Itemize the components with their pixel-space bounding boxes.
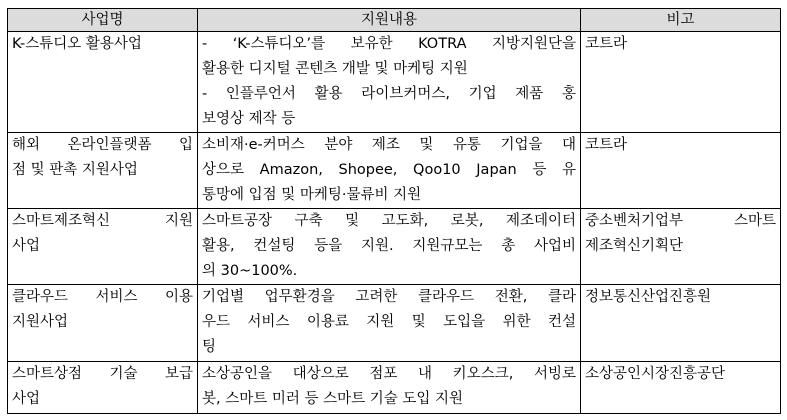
program-name-cell — [8, 209, 198, 285]
content-line: - 인플루언서 활용 라이브커머스, 기업 제품 홍 — [202, 86, 576, 102]
program-name-line: 해외 온라인플랫폼 입 — [12, 137, 193, 153]
program-name-line: 클라우드 서비스 이용 — [12, 289, 193, 305]
program-name-line: 지원사업 — [12, 314, 69, 330]
content-line: 기업별 업무환경을 고려한 클라우드 전환, 클라 — [202, 289, 576, 305]
content-line: 팅 — [202, 339, 217, 355]
content-line: 통망에 입점 및 마케팅·물류비 지원 — [202, 187, 422, 203]
content-line: 보영상 제작 등 — [202, 111, 296, 127]
program-name-cell — [8, 133, 198, 209]
remarks-cell — [581, 32, 781, 133]
remarks-text: 코트라 — [585, 36, 628, 52]
program-name-cell — [8, 362, 198, 414]
support-content-cell — [198, 133, 581, 209]
support-content-cell — [198, 362, 581, 414]
remarks-cell — [581, 362, 781, 414]
program-name: K-스튜디오 활용사업 — [12, 36, 142, 52]
program-name-line: 사업 — [12, 238, 41, 254]
content-line: 활용, 컨설팅 등을 지원. 지원규모는 총 사업비 — [202, 238, 576, 254]
remarks-line: 중소벤처기업부 스마트 — [585, 213, 776, 229]
remarks-line: 제조혁신기획단 — [585, 238, 684, 254]
program-name-cell — [8, 285, 198, 362]
content-line: 소비재·e-커머스 분야 제조 및 유통 기업을 대 — [202, 137, 576, 153]
remarks-text: 정보통신산업진흥원 — [585, 289, 712, 305]
header-support-content: 지원내용 — [198, 9, 581, 32]
content-line: 스마트공장 구축 및 고도화, 로봇, 제조데이터 — [202, 213, 576, 229]
support-content-cell — [198, 32, 581, 133]
program-name-line: 점 및 판촉 지원사업 — [12, 162, 138, 178]
content-line: - ‘K-스튜디오’를 보유한 KOTRA 지방지원단을 — [202, 36, 576, 52]
content-line: 우드 서비스 이용료 지원 및 도입을 위한 컨설 — [202, 314, 576, 330]
support-programs-table — [7, 8, 781, 414]
support-content-cell — [198, 285, 581, 362]
program-name-line: 스마트제조혁신 지원 — [12, 213, 193, 229]
program-name-cell — [8, 32, 198, 133]
support-content-cell — [198, 209, 581, 285]
table-row — [8, 209, 781, 285]
table-header-row — [8, 9, 781, 32]
program-name-line: 사업 — [12, 391, 41, 407]
table-row — [8, 32, 781, 133]
document-page — [7, 8, 780, 414]
content-line: 소상공인을 대상으로 점포 내 키오스크, 서빙로 — [202, 366, 576, 382]
remarks-text: 코트라 — [585, 137, 628, 153]
content-line: 봇, 스마트 미러 등 스마트 기술 도입 지원 — [202, 391, 463, 407]
program-name-line: 스마트상점 기술 보급 — [12, 366, 193, 382]
content-line: 상으로 Amazon, Shopee, Qoo10 Japan 등 유 — [202, 162, 576, 178]
remarks-cell — [581, 133, 781, 209]
remarks-text: 소상공인시장진흥공단 — [585, 366, 726, 382]
table-row — [8, 133, 781, 209]
remarks-cell — [581, 209, 781, 285]
table-row — [8, 362, 781, 414]
table-row — [8, 285, 781, 362]
content-line: 활용한 디지털 콘텐츠 개발 및 마케팅 지원 — [202, 61, 468, 77]
header-program-name: 사업명 — [8, 9, 198, 32]
header-remarks: 비고 — [581, 9, 781, 32]
remarks-cell — [581, 285, 781, 362]
content-line: 의 30~100%. — [202, 263, 298, 279]
